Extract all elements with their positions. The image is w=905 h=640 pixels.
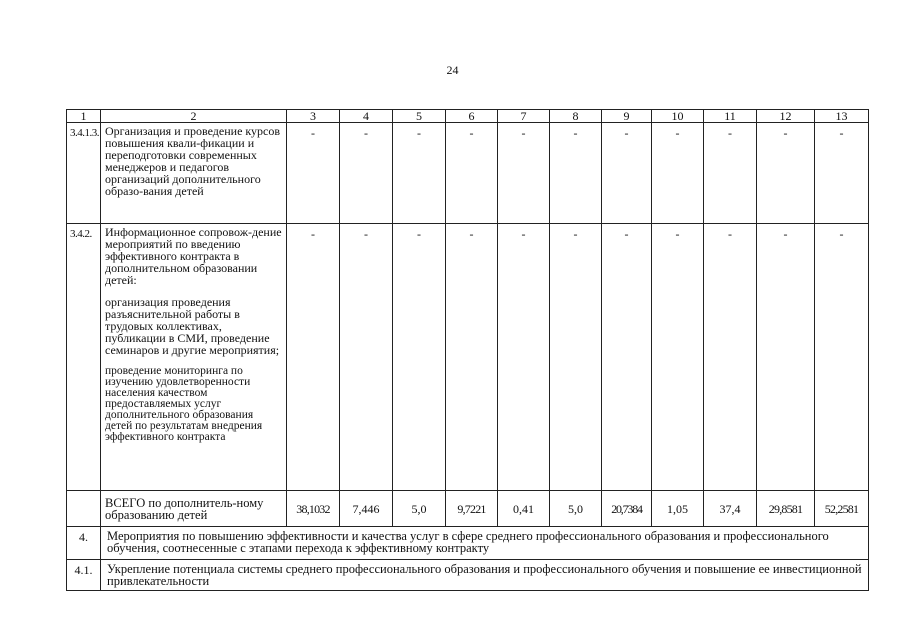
total-value-cell: 0,41 <box>498 491 550 527</box>
value-cell: - <box>757 224 815 491</box>
value-cell: - <box>287 224 340 491</box>
header-cell: 8 <box>550 110 602 123</box>
section-title: Укрепление потенциала системы среднего профессионального образования и профессионального обучения и повышение ее инвестиционной привлекательности <box>101 560 869 591</box>
value-cell: - <box>340 224 393 491</box>
value-cell: - <box>704 224 757 491</box>
value-cell: - <box>393 224 446 491</box>
value-cell: - <box>498 123 550 224</box>
value-cell: - <box>757 123 815 224</box>
description-text: проведение мониторинга по изучению удовлетворенности населения качеством предоставляемых услуг дополнительного образования детей по результатам внедрения эффективного контракта <box>105 365 263 443</box>
row-number <box>67 491 101 527</box>
total-value-cell: 9,7221 <box>446 491 498 527</box>
total-value-cell: 37,4 <box>704 491 757 527</box>
header-cell: 5 <box>393 110 446 123</box>
row-description <box>101 224 287 491</box>
header-cell: 13 <box>815 110 869 123</box>
header-cell: 3 <box>287 110 340 123</box>
header-cell: 9 <box>602 110 652 123</box>
value-cell: - <box>815 224 869 491</box>
value-cell: - <box>498 224 550 491</box>
section-row-4 <box>67 527 869 560</box>
section-title: Мероприятия по повышению эффективности и качества услуг в сфере среднего профессионального образования и профессионального обучения, соотнесенные с этапами перехода к эффективному контракту <box>101 527 869 560</box>
value-cell: - <box>393 123 446 224</box>
row-number: 3.4.2. <box>67 224 101 491</box>
value-cell: - <box>652 123 704 224</box>
value-cell: - <box>602 123 652 224</box>
header-cell: 1 <box>67 110 101 123</box>
total-value-cell: 7,446 <box>340 491 393 527</box>
header-cell: 10 <box>652 110 704 123</box>
value-cell: - <box>550 123 602 224</box>
value-cell: - <box>287 123 340 224</box>
table-row-3-4-2 <box>67 224 869 491</box>
total-value-cell: 52,2581 <box>815 491 869 527</box>
description-text: Организация и проведение курсов повышения квали-фикации и переподготовки современных менеджеров и педагогов организаций дополнительного образо-вания детей <box>105 124 281 198</box>
total-value-cell: 1,05 <box>652 491 704 527</box>
header-cell: 2 <box>101 110 287 123</box>
total-value-cell: 5,0 <box>393 491 446 527</box>
value-cell: - <box>704 123 757 224</box>
page-number: 24 <box>446 63 459 77</box>
total-value-cell: 20,7384 <box>602 491 652 527</box>
row-description <box>101 123 287 224</box>
header-cell: 7 <box>498 110 550 123</box>
total-value-cell: 5,0 <box>550 491 602 527</box>
value-cell: - <box>446 123 498 224</box>
header-cell: 6 <box>446 110 498 123</box>
value-cell: - <box>652 224 704 491</box>
section-number: 4. <box>67 527 101 560</box>
total-label: ВСЕГО по дополнитель-ному образованию детей <box>101 491 287 527</box>
header-cell: 11 <box>704 110 757 123</box>
section-number: 4.1. <box>67 560 101 591</box>
description-text: Информационное сопровож-дение мероприятий по введению эффективного контракта в дополнительном образовании детей: <box>105 225 282 287</box>
value-cell: - <box>550 224 602 491</box>
table-row-3-4-1-3 <box>67 123 869 224</box>
value-cell: - <box>815 123 869 224</box>
header-row <box>67 110 869 123</box>
row-number: 3.4.1.3. <box>67 123 101 224</box>
description-text: организация проведения разъяснительной работы в трудовых коллективах, публикации в СМИ, проведение семинаров и другие мероприятия; <box>105 295 280 357</box>
value-cell: - <box>602 224 652 491</box>
total-value-cell: 29,8581 <box>757 491 815 527</box>
header-cell: 12 <box>757 110 815 123</box>
value-cell: - <box>446 224 498 491</box>
value-cell: - <box>340 123 393 224</box>
header-cell: 4 <box>340 110 393 123</box>
total-value-cell: 38,1032 <box>287 491 340 527</box>
section-row-4-1 <box>67 560 869 591</box>
table-row-total <box>67 491 869 527</box>
plan-table <box>66 109 869 591</box>
